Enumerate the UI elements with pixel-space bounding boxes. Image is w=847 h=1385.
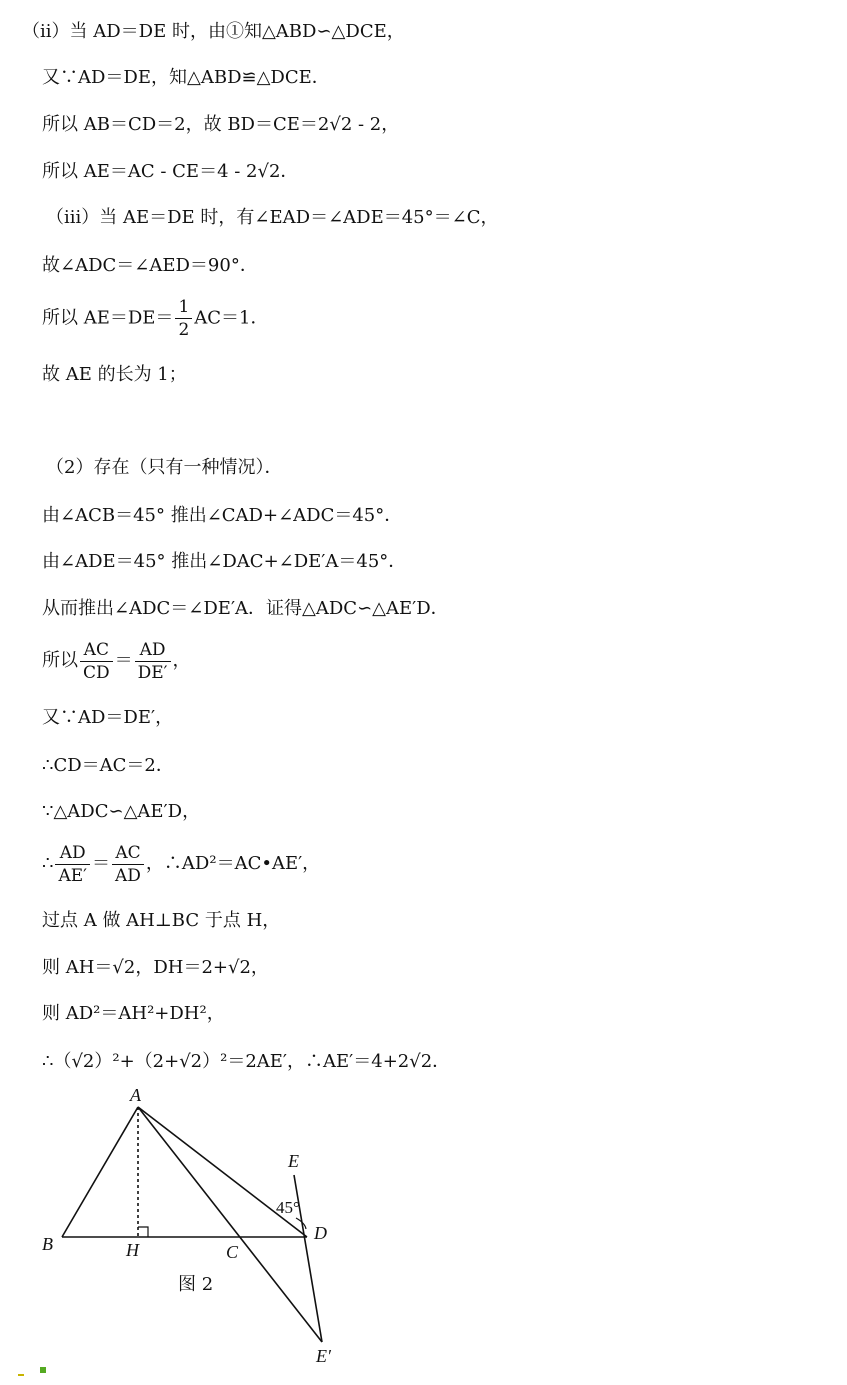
fraction-ad-ae bbox=[55, 842, 90, 887]
fraction-ac-cd-den: CD bbox=[83, 662, 110, 683]
text-line-5: （iii）当 AE＝DE 时，有∠EAD＝∠ADE＝45°＝∠C， bbox=[46, 207, 499, 228]
text-line-13-prefix: 所以 bbox=[42, 650, 78, 671]
text-line-18: 过点 A 做 AH⊥BC 于点 H， bbox=[42, 910, 281, 931]
label-d: D bbox=[314, 1223, 327, 1243]
text-line-3: 所以 AB＝CD＝2，故 BD＝CE＝2√2 - 2， bbox=[42, 114, 400, 135]
text-line-21: ∴（√2）²+（2+√2）²＝2AE′，∴AE′＝4+2√2． bbox=[42, 1051, 451, 1072]
label-a: A bbox=[130, 1085, 141, 1105]
text-line-7-suffix: AC＝1． bbox=[194, 307, 269, 329]
text-line-11: 由∠ADE＝45° 推出∠DAC+∠DE′A＝45°． bbox=[42, 551, 407, 572]
fraction-ac-cd-num: AC bbox=[80, 639, 113, 662]
label-h: H bbox=[126, 1240, 139, 1260]
text-line-8: 故 AE 的长为 1； bbox=[42, 364, 187, 385]
marker-square bbox=[40, 1367, 46, 1373]
text-line-1: （ii）当 AD＝DE 时，由①知△ABD∽△DCE， bbox=[22, 21, 405, 42]
text-line-13-suffix: ， bbox=[172, 650, 191, 671]
fraction-half-den: 2 bbox=[178, 320, 190, 340]
label-c: C bbox=[226, 1242, 239, 1262]
label-e-prime: E′ bbox=[316, 1346, 331, 1366]
fraction-half-num: 1 bbox=[175, 296, 192, 319]
fraction-ad-de-num: AD bbox=[135, 639, 171, 662]
text-line-7 bbox=[42, 296, 269, 341]
text-line-4: 所以 AE＝AC - CE＝4 - 2√2． bbox=[42, 161, 299, 182]
fraction-ad-ae-num: AD bbox=[55, 842, 90, 865]
text-line-17-equals: ＝ bbox=[92, 853, 110, 874]
label-angle-45: 45° bbox=[276, 1198, 300, 1217]
figure-caption: 图 2 bbox=[178, 1274, 214, 1295]
text-line-9: （2）存在（只有一种情况）． bbox=[46, 457, 283, 478]
text-line-6: 故∠ADC＝∠AED＝90°． bbox=[42, 255, 258, 276]
label-b: B bbox=[42, 1234, 53, 1254]
figure-2-diagram bbox=[30, 1080, 350, 1370]
label-e: E bbox=[288, 1151, 299, 1171]
right-angle-mark bbox=[138, 1227, 148, 1237]
segment-ae2 bbox=[138, 1107, 322, 1342]
fraction-ad-de bbox=[135, 639, 171, 684]
fraction-ac-ad bbox=[112, 842, 144, 887]
text-line-12: 从而推出∠ADC＝∠DE′A．证得△ADC∽△AE′D． bbox=[42, 598, 449, 619]
text-line-13-equals: ＝ bbox=[114, 650, 133, 671]
text-line-17-suffix: ，∴AD²＝AC•AE′， bbox=[145, 853, 321, 874]
fraction-ac-ad-num: AC bbox=[112, 842, 144, 865]
text-line-15: ∴CD＝AC＝2． bbox=[42, 755, 174, 776]
fraction-half bbox=[175, 296, 192, 341]
text-line-16: ∵△ADC∽△AE′D， bbox=[42, 801, 201, 822]
segment-ab bbox=[62, 1107, 138, 1237]
marker-dash bbox=[18, 1374, 24, 1376]
text-line-13 bbox=[42, 637, 191, 685]
text-line-17-prefix: ∴ bbox=[42, 853, 54, 874]
text-line-17 bbox=[42, 840, 320, 888]
text-line-10: 由∠ACB＝45° 推出∠CAD+∠ADC＝45°． bbox=[42, 505, 403, 526]
text-line-20: 则 AD²＝AH²+DH²， bbox=[42, 1003, 225, 1024]
fraction-ad-de-den: DE′ bbox=[137, 662, 168, 683]
text-line-19: 则 AH＝√2，DH＝2+√2， bbox=[42, 957, 269, 978]
geometry-figure bbox=[30, 1080, 350, 1374]
text-line-2: 又∵AD＝DE，知△ABD≌△DCE． bbox=[42, 67, 330, 88]
segment-ad bbox=[138, 1107, 307, 1237]
page-marker bbox=[18, 1366, 30, 1376]
fraction-ad-ae-den: AE′ bbox=[58, 865, 87, 886]
text-line-7-prefix: 所以 AE＝DE＝ bbox=[42, 307, 174, 329]
text-line-14: 又∵AD＝DE′， bbox=[42, 707, 174, 728]
fraction-ac-ad-den: AD bbox=[115, 865, 141, 886]
fraction-ac-cd bbox=[80, 639, 113, 684]
